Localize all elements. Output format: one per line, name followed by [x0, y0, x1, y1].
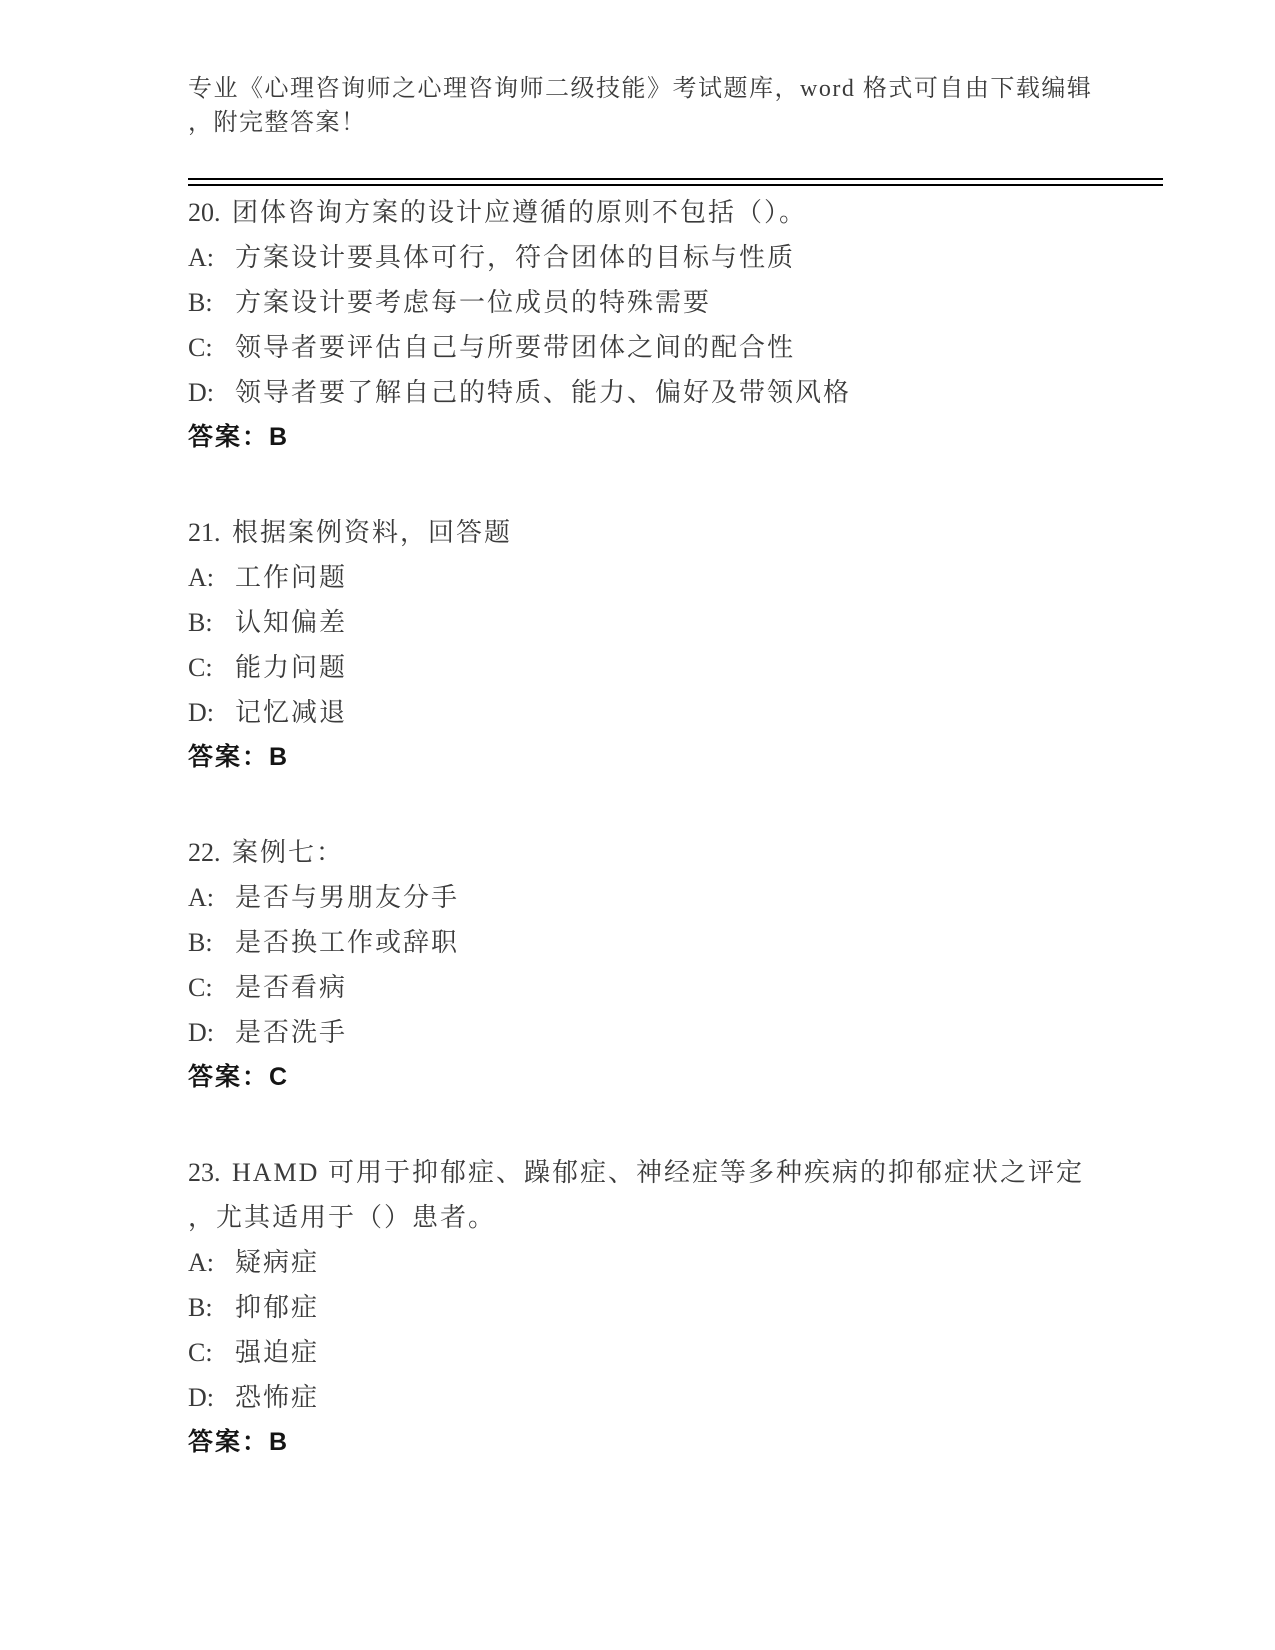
option-text: 领导者要评估自己与所要带团体之间的配合性	[235, 333, 796, 362]
option-label: C:	[188, 973, 213, 1002]
question-block-20	[188, 190, 1163, 460]
option-row	[188, 920, 1163, 965]
answer-value: B	[269, 423, 290, 451]
question-number: 22.	[188, 838, 221, 867]
question-block-22	[188, 830, 1163, 1100]
option-label: A:	[188, 1248, 214, 1277]
option-label: D:	[188, 1383, 214, 1412]
question-number: 20.	[188, 198, 221, 227]
answer-value: B	[269, 743, 290, 771]
option-text: 是否换工作或辞职	[235, 928, 460, 957]
option-label: A:	[188, 243, 214, 272]
option-text: 认知偏差	[235, 608, 348, 637]
option-row	[188, 1330, 1163, 1375]
option-text: 恐怖症	[235, 1383, 320, 1412]
option-label: B:	[188, 288, 213, 317]
option-text: 是否洗手	[235, 1018, 348, 1047]
option-row	[188, 1240, 1163, 1285]
option-text: 抑郁症	[235, 1293, 320, 1322]
question-stem-text: 根据案例资料，回答题	[232, 518, 513, 547]
question-stem	[188, 830, 1163, 875]
answer-value: C	[269, 1063, 290, 1091]
option-row	[188, 965, 1163, 1010]
question-stem-continuation: ，尤其适用于（）患者。	[188, 1203, 497, 1232]
option-text: 方案设计要具体可行，符合团体的目标与性质	[235, 243, 796, 272]
answer-row	[188, 1055, 1163, 1100]
option-row	[188, 370, 1163, 415]
question-stem-text: 团体咨询方案的设计应遵循的原则不包括（）。	[232, 198, 808, 227]
option-label: C:	[188, 333, 213, 362]
option-row	[188, 280, 1163, 325]
answer-label: 答案：	[188, 743, 270, 771]
option-text: 记忆减退	[235, 698, 348, 727]
option-row	[188, 690, 1163, 735]
option-text: 疑病症	[235, 1248, 320, 1277]
option-row	[188, 600, 1163, 645]
option-text: 是否看病	[235, 973, 348, 1002]
option-row	[188, 325, 1163, 370]
option-label: D:	[188, 698, 214, 727]
option-label: A:	[188, 883, 214, 912]
answer-value: B	[269, 1428, 290, 1456]
option-text: 是否与男朋友分手	[235, 883, 460, 912]
question-stem	[188, 190, 1163, 235]
answer-row	[188, 735, 1163, 780]
option-text: 方案设计要考虑每一位成员的特殊需要	[235, 288, 712, 317]
option-row	[188, 1375, 1163, 1420]
question-stem	[188, 510, 1163, 555]
question-number: 23.	[188, 1158, 221, 1187]
option-row	[188, 1285, 1163, 1330]
question-block-21	[188, 510, 1163, 780]
header-line-1: 专业《心理咨询师之心理咨询师二级技能》考试题库，word 格式可自由下载编辑	[188, 76, 1093, 102]
option-label: B:	[188, 1293, 213, 1322]
option-text: 强迫症	[235, 1338, 320, 1367]
option-label: C:	[188, 1338, 213, 1367]
option-text: 能力问题	[235, 653, 348, 682]
header-line-2: ，附完整答案！	[188, 110, 367, 136]
option-text: 工作问题	[235, 563, 348, 592]
document-header	[188, 72, 1163, 140]
answer-label: 答案：	[188, 423, 270, 451]
option-row	[188, 555, 1163, 600]
option-label: D:	[188, 378, 214, 407]
option-label: B:	[188, 608, 213, 637]
option-text: 领导者要了解自己的特质、能力、偏好及带领风格	[235, 378, 852, 407]
option-row	[188, 1010, 1163, 1055]
answer-label: 答案：	[188, 1428, 270, 1456]
question-number: 21.	[188, 518, 221, 547]
question-stem-text: HAMD 可用于抑郁症、躁郁症、神经症等多种疾病的抑郁症状之评定	[232, 1158, 1084, 1187]
option-row	[188, 875, 1163, 920]
question-stem-text: 案例七：	[232, 838, 345, 867]
header-divider-rule	[188, 178, 1163, 186]
question-block-23	[188, 1150, 1163, 1465]
option-label: A:	[188, 563, 214, 592]
option-row	[188, 235, 1163, 280]
option-label: C:	[188, 653, 213, 682]
option-label: B:	[188, 928, 213, 957]
option-row	[188, 645, 1163, 690]
option-label: D:	[188, 1018, 214, 1047]
answer-row	[188, 1420, 1163, 1465]
question-stem	[188, 1150, 1163, 1195]
answer-label: 答案：	[188, 1063, 270, 1091]
answer-row	[188, 415, 1163, 460]
